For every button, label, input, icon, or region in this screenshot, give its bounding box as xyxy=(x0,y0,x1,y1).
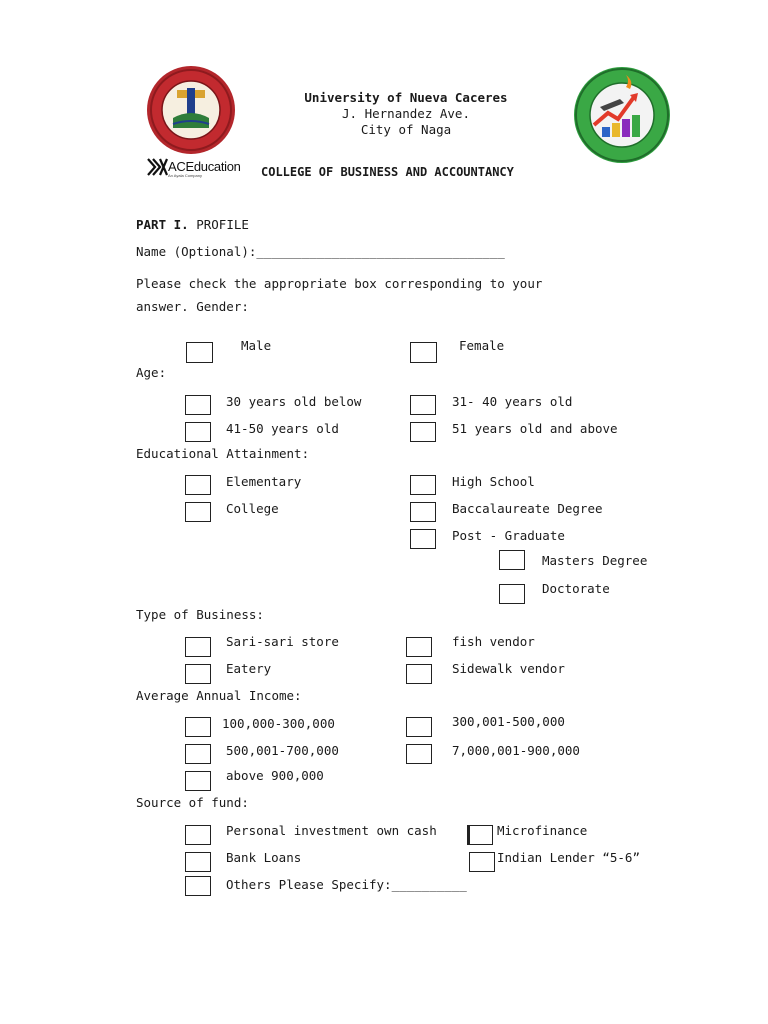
education-postgraduate-checkbox[interactable] xyxy=(410,529,436,549)
college-name: COLLEGE OF BUSINESS AND ACCOUNTANCY xyxy=(261,165,514,179)
fund-others-label[interactable]: Others Please Specify:__________ xyxy=(226,877,467,892)
instruction-line-1: Please check the appropriate box corresponding to your xyxy=(136,276,543,291)
education-postgraduate-label: Post - Graduate xyxy=(452,528,565,543)
gender-male-label: Male xyxy=(241,338,272,353)
income-500k-700k-label: 500,001-700,000 xyxy=(226,743,339,758)
education-elementary-checkbox[interactable] xyxy=(185,475,211,495)
fund-bankloans-label: Bank Loans xyxy=(226,850,302,865)
university-name: University of Nueva Caceres xyxy=(304,90,508,105)
aceducation-logo xyxy=(147,158,239,178)
education-masters-checkbox[interactable] xyxy=(499,550,525,570)
age-30-below-checkbox[interactable] xyxy=(185,395,211,415)
age-31-40-label: 31- 40 years old xyxy=(452,394,573,409)
education-college-label: College xyxy=(226,501,279,516)
income-7m-900k-checkbox[interactable] xyxy=(406,744,432,764)
education-masters-label: Masters Degree xyxy=(542,553,648,568)
age-31-40-checkbox[interactable] xyxy=(410,395,436,415)
education-elementary-label: Elementary xyxy=(226,474,302,489)
age-30-below-label: 30 years old below xyxy=(226,394,362,409)
business-sidewalk-label: Sidewalk vendor xyxy=(452,661,565,676)
income-label: Average Annual Income: xyxy=(136,688,302,703)
gender-male-checkbox[interactable] xyxy=(186,342,213,363)
fund-others-checkbox[interactable] xyxy=(185,876,211,896)
business-eatery-label: Eatery xyxy=(226,661,272,676)
college-seal xyxy=(574,67,670,163)
income-above-900k-label: above 900,000 xyxy=(226,768,324,783)
aceducation-tagline: An Ayala Company xyxy=(168,173,202,178)
education-highschool-checkbox[interactable] xyxy=(410,475,436,495)
business-fishvendor-label: fish vendor xyxy=(452,634,535,649)
part-title-number: PART I. xyxy=(136,217,189,232)
income-500k-700k-checkbox[interactable] xyxy=(185,744,211,764)
income-300k-500k-label: 300,001-500,000 xyxy=(452,714,565,729)
education-baccalaureate-label: Baccalaureate Degree xyxy=(452,501,603,516)
instruction-line-2: answer. Gender: xyxy=(136,299,249,314)
aceducation-wordmark: ACEducation xyxy=(168,159,241,174)
income-above-900k-checkbox[interactable] xyxy=(185,771,211,791)
business-sarisari-label: Sari-sari store xyxy=(226,634,339,649)
name-field[interactable]: Name (Optional):_________________________________ xyxy=(136,244,505,259)
gender-female-checkbox[interactable] xyxy=(410,342,437,363)
age-41-50-checkbox[interactable] xyxy=(185,422,211,442)
university-seal xyxy=(147,66,235,154)
education-baccalaureate-checkbox[interactable] xyxy=(410,502,436,522)
university-city: City of Naga xyxy=(360,122,452,137)
business-label: Type of Business: xyxy=(136,607,264,622)
gender-female-label: Female xyxy=(459,338,505,353)
age-51-above-label: 51 years old and above xyxy=(452,421,618,436)
aceducation-mark-icon xyxy=(147,158,169,176)
education-label: Educational Attainment: xyxy=(136,446,310,461)
income-100k-300k-label: 100,000-300,000 xyxy=(222,716,335,731)
education-highschool-label: High School xyxy=(452,474,535,489)
part-title-label: PROFILE xyxy=(188,217,249,232)
part-title xyxy=(136,217,249,233)
education-doctorate-label: Doctorate xyxy=(542,581,610,596)
business-sidewalk-checkbox[interactable] xyxy=(406,664,432,684)
age-51-above-checkbox[interactable] xyxy=(410,422,436,442)
fund-indianlender-label: Indian Lender “5-6” xyxy=(497,850,640,865)
income-300k-500k-checkbox[interactable] xyxy=(406,717,432,737)
fund-bankloans-checkbox[interactable] xyxy=(185,852,211,872)
university-street: J. Hernandez Ave. xyxy=(342,106,470,121)
business-fishvendor-checkbox[interactable] xyxy=(406,637,432,657)
education-doctorate-checkbox[interactable] xyxy=(499,584,525,604)
education-college-checkbox[interactable] xyxy=(185,502,211,522)
business-eatery-checkbox[interactable] xyxy=(185,664,211,684)
fund-indianlender-checkbox[interactable] xyxy=(469,852,495,872)
fund-personal-checkbox[interactable] xyxy=(185,825,211,845)
age-41-50-label: 41-50 years old xyxy=(226,421,339,436)
fund-label: Source of fund: xyxy=(136,795,249,810)
business-sarisari-checkbox[interactable] xyxy=(185,637,211,657)
income-100k-300k-checkbox[interactable] xyxy=(185,717,211,737)
age-label: Age: xyxy=(136,365,167,380)
income-7m-900k-label: 7,000,001-900,000 xyxy=(452,743,580,758)
fund-microfinance-label: Microfinance xyxy=(497,823,588,838)
fund-personal-label: Personal investment own cash xyxy=(226,823,437,838)
fund-microfinance-checkbox[interactable] xyxy=(467,825,493,845)
